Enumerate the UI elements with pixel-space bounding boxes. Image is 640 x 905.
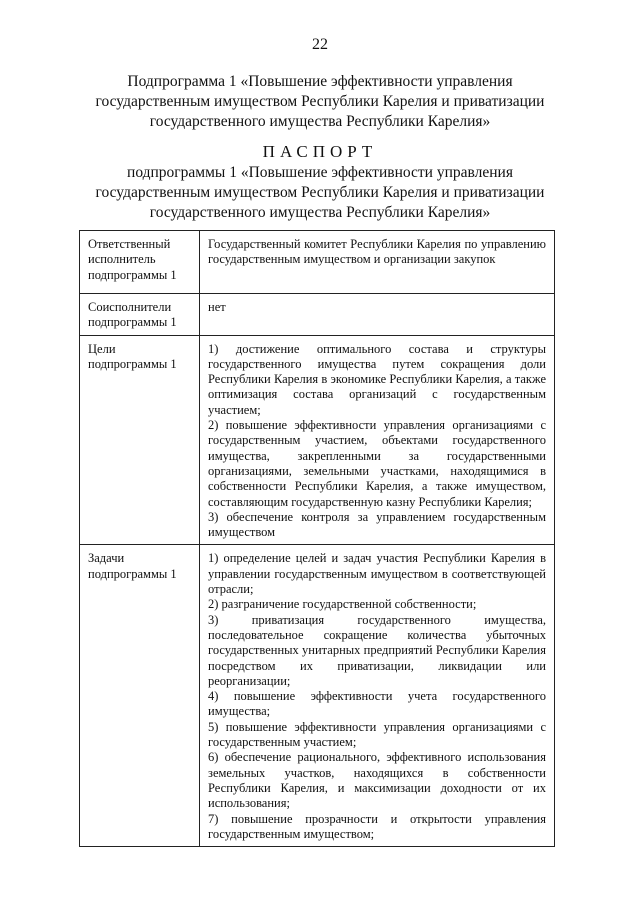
table-row <box>80 335 555 545</box>
row-label-goals: Цели подпрограммы 1 <box>80 335 200 545</box>
row-label-coexecutors: Соисполнители подпрограммы 1 <box>80 294 200 336</box>
task-item: 1) определение целей и задач участия Республики Карелия в управлении государственным имуществом в соответствующей отрасли; <box>208 551 546 597</box>
goal-item: 1) достижение оптимального состава и структуры государственного имущества путем сокращения доли Республики Карелия в экономике Республики Карелия, а также оптимизация состава организаций с государственным участием; <box>208 341 546 417</box>
goal-item: 3) обеспечение контроля за управлением государственным имуществом <box>208 509 546 540</box>
row-label-responsible: Ответственный исполнитель подпрограммы 1 <box>80 231 200 294</box>
value-item: Государственный комитет Республики Карелия по управлению государственным имуществом и организации закупок <box>208 237 546 267</box>
task-item: 3) приватизация государственного имущества, последовательное сокращение количества убыточных государственных унитарных предприятий Республики Карелия посредством их приватизации, ликвидации или реорганизации; <box>208 612 546 688</box>
task-item: 7) повышение прозрачности и открытости управления государственным имуществом; <box>208 811 546 841</box>
passport-table <box>79 230 555 847</box>
page-number: 22 <box>312 36 328 53</box>
passport-subtitle-line: государственным имуществом Республики Карелия и приватизации <box>95 184 545 201</box>
table-row <box>80 294 555 336</box>
goal-item: 2) повышение эффективности управления организациями с государственным участием, объектами государственного имущества, закрепленными за государственными организациями, земельными участками, находящимися в собственности Республики Карелия, а также имуществом, составляющим государственную казну Республики Карелия; <box>208 418 546 509</box>
value-item: нет <box>208 300 226 314</box>
subprogram-title-line: Подпрограмма 1 «Повышение эффективности управления <box>127 73 513 90</box>
subprogram-title-line: государственным имуществом Республики Карелия и приватизации <box>95 93 545 110</box>
task-item: 5) повышение эффективности управления организациями с государственным участием; <box>208 719 546 750</box>
subprogram-title-line: государственного имущества Республики Карелия» <box>149 113 491 130</box>
passport-subtitle-line: подпрограммы 1 «Повышение эффективности управления <box>127 164 513 181</box>
subprogram-title <box>60 72 580 132</box>
table-row <box>80 231 555 294</box>
row-value-coexecutors <box>200 294 555 336</box>
task-item: 6) обеспечение рационального, эффективного использования земельных участков, находящихся в собственности Республики Карелия, и максимизации доходности от их использования; <box>208 750 546 811</box>
row-label-tasks: Задачи подпрограммы 1 <box>80 545 200 847</box>
task-item: 4) повышение эффективности учета государственного имущества; <box>208 689 546 719</box>
table-row <box>80 545 555 847</box>
row-value-tasks <box>200 545 555 847</box>
row-value-goals <box>200 335 555 545</box>
task-item: 2) разграничение государственной собственности; <box>208 597 477 612</box>
row-value-responsible <box>200 231 555 294</box>
passport-subtitle-line: государственного имущества Республики Карелия» <box>149 204 491 221</box>
passport-subtitle <box>60 163 580 223</box>
passport-heading: ПАСПОРТ <box>262 142 378 161</box>
